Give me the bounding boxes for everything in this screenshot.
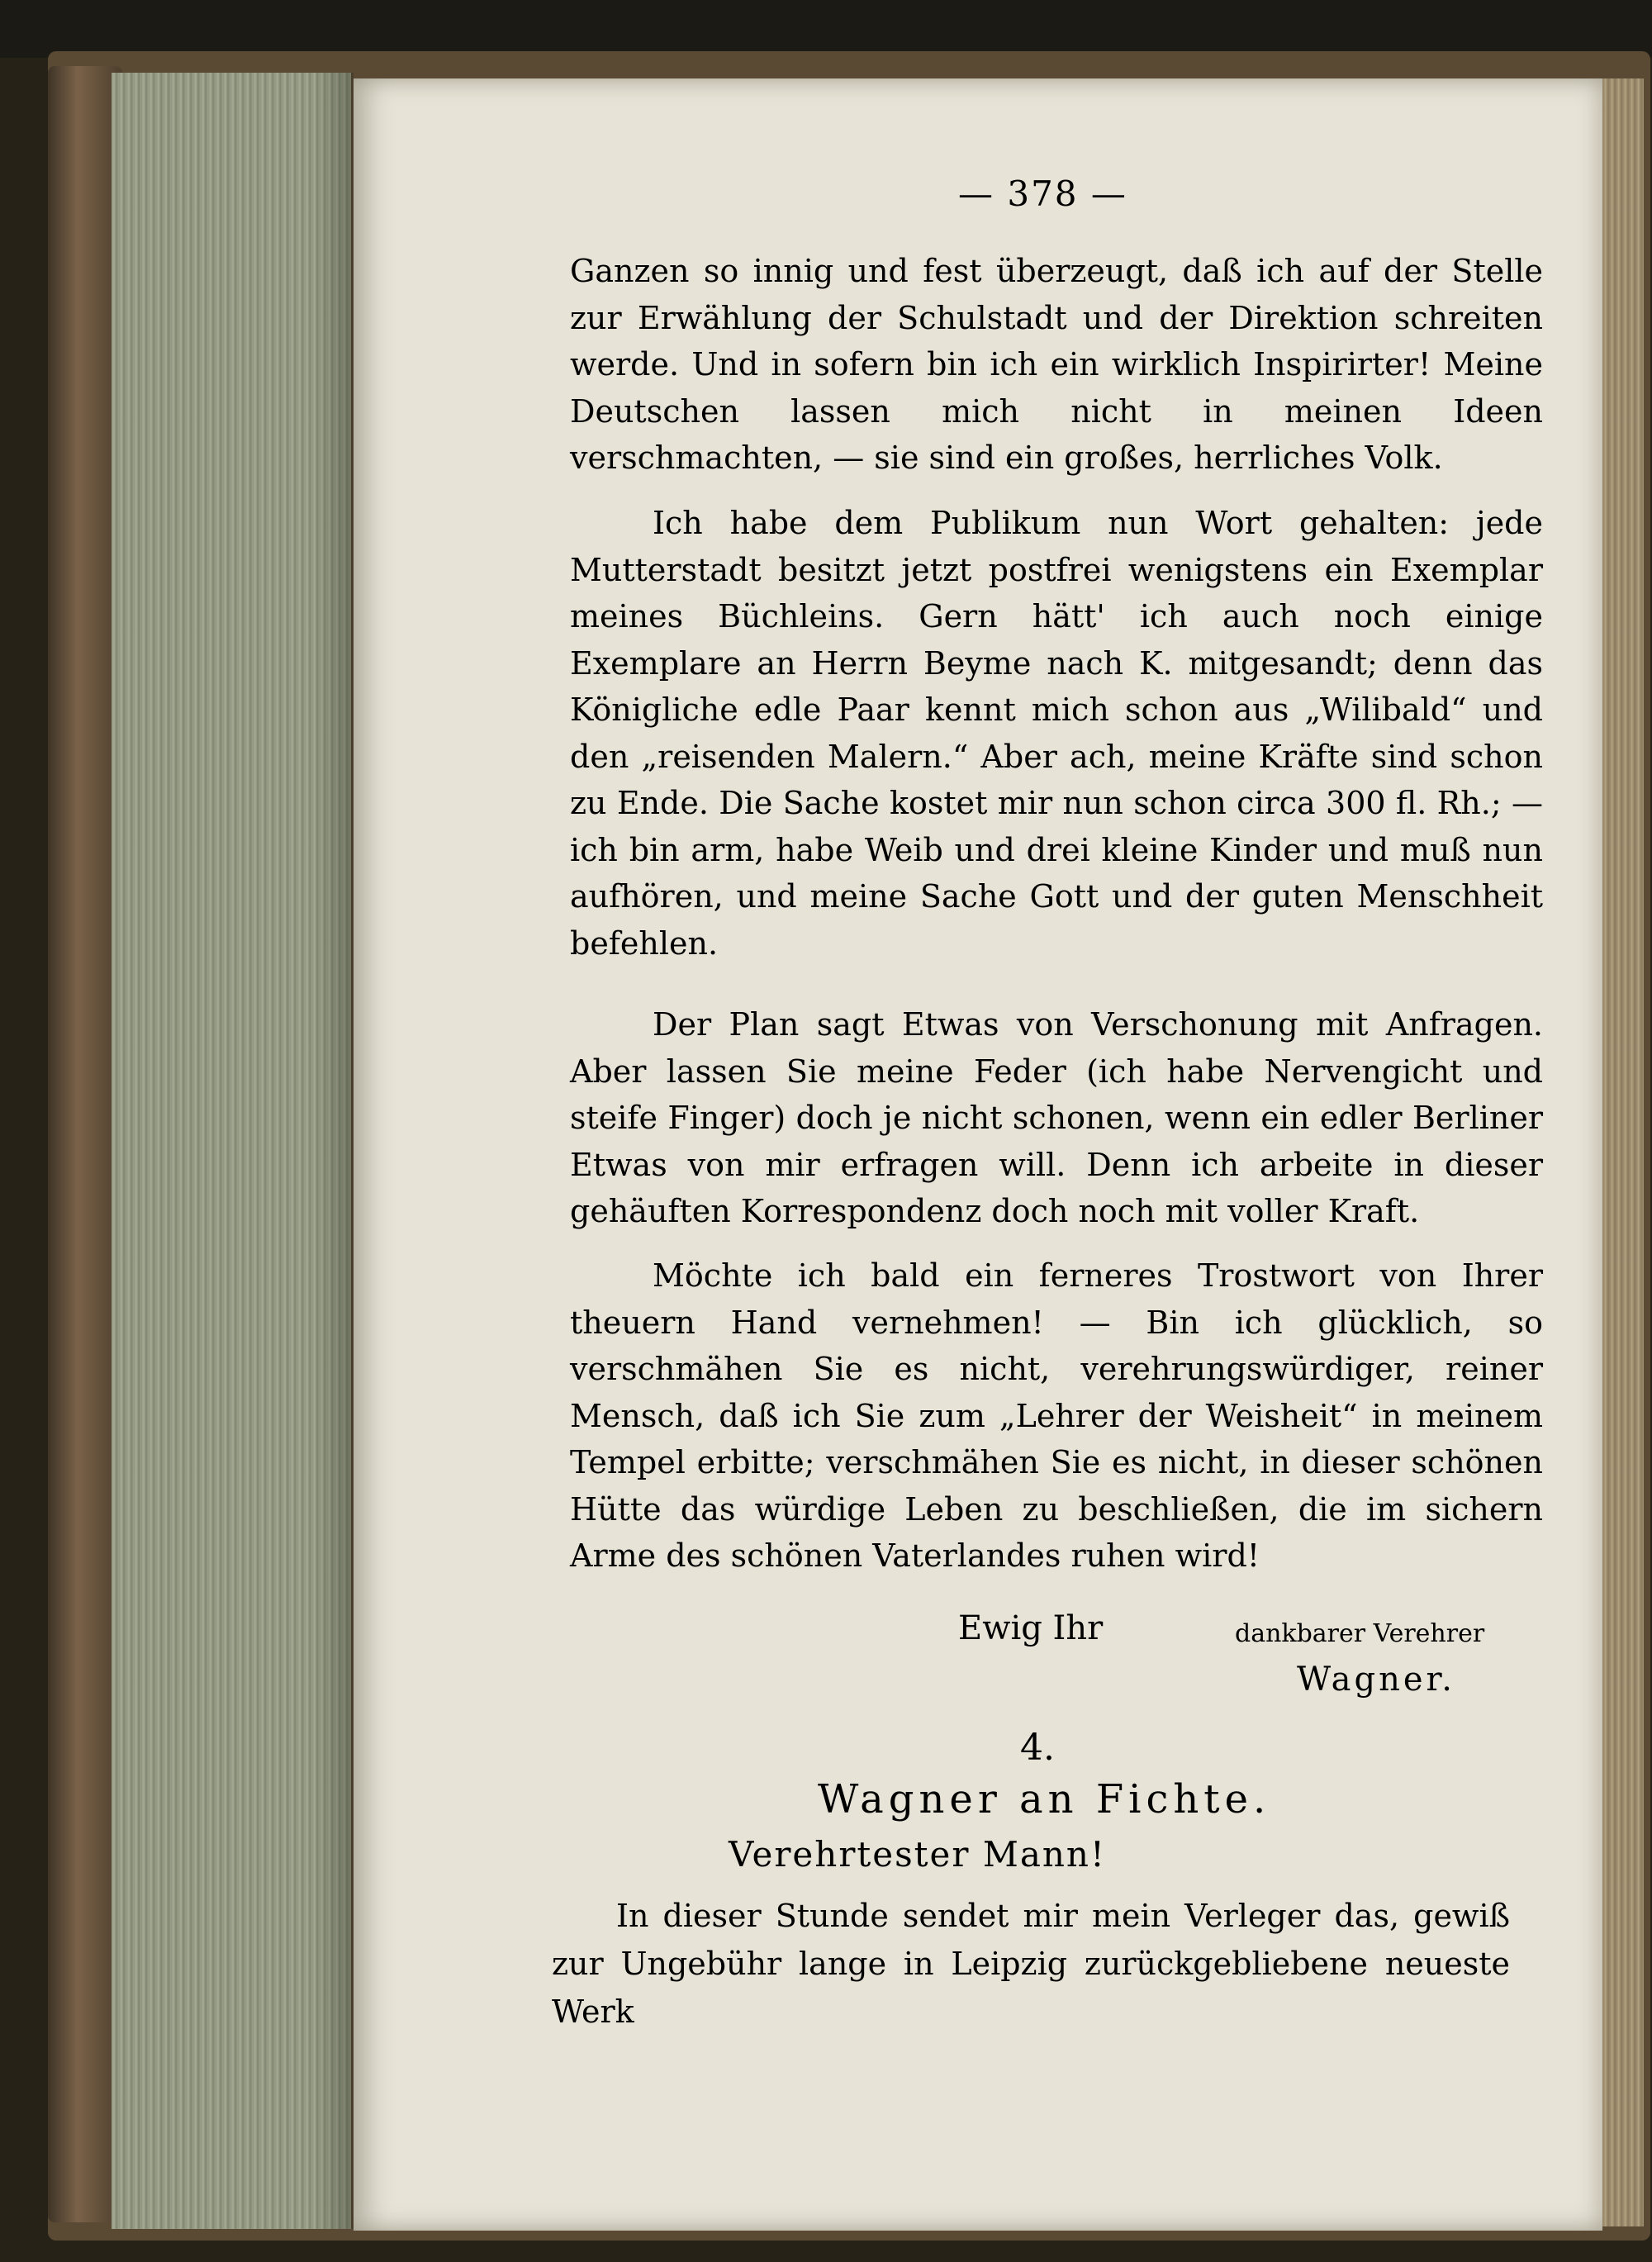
closing-title: dankbarer Verehrer xyxy=(1235,1619,1485,1648)
letter-salutation: Verehrtester Mann! xyxy=(729,1834,1106,1875)
paragraph-5: In dieser Stunde sendet mir mein Verleger das, gewiß zur Ungebühr lange in Leipzig zurückgebliebene neueste Werk xyxy=(552,1898,1510,2030)
background-top xyxy=(0,0,1652,58)
signature: Wagner. xyxy=(1297,1661,1455,1699)
page-number: — 378 — xyxy=(958,173,1127,214)
paragraph-1: Ganzen so innig und fest überzeugt, daß ich auf der Stelle zur Erwählung der Schulstadt und der Direktion schreiten werde. Und in sofern bin ich ein wirklich Inspirirter! Meine Deutschen lassen mich nicht in meinen Ideen verschmachten, — sie sind ein großes, herrliches Volk. xyxy=(570,253,1543,476)
closing-phrase: Ewig Ihr xyxy=(958,1609,1104,1647)
section-number: 4. xyxy=(1020,1727,1055,1769)
paragraph-3: Der Plan sagt Etwas von Verschonung mit Anfragen. Aber lassen Sie meine Feder (ich habe Nervengicht und steife Finger) doch je nicht schonen, wenn ein edler Berliner Etwas von mir erfragen will. Denn ich arbeite in dieser gehäuften Korrespondenz doch noch mit voller Kraft. xyxy=(570,1006,1543,1229)
page-gutter-shadow xyxy=(314,73,354,2229)
paragraph-4: Möchte ich bald ein ferneres Trostwort von Ihrer theuern Hand vernehmen! — Bin ich glücklich, so verschmähen Sie es nicht, verehrungswürdiger, reiner Mensch, daß ich Sie zum „Lehrer der Weisheit“ in meinem Tempel erbitte; verschmähen Sie es nicht, in dieser schönen Hütte das würdige Leben zu beschließen, die im sichern Arme des schönen Vaterlandes ruhen wird! xyxy=(570,1257,1543,1574)
page-stack-right xyxy=(1598,78,1644,2226)
paragraph-2: Ich habe dem Publikum nun Wort gehalten: jede Mutterstadt besitzt jetzt postfrei wenigstens ein Exemplar meines Büchleins. Gern hätt' ich auch noch einige Exemplare an Herrn Beyme nach K. mitgesandt; denn das Königliche edle Paar kennt mich schon aus „Wilibald“ und den „reisenden Malern.“ Aber ach, meine Kräfte sind schon zu Ende. Die Sache kostet mir nun schon circa 300 fl. Rh.; — ich bin arm, habe Weib und drei kleine Kinder und muß nun aufhören, und meine Sache Gott und der guten Menschheit befehlen. xyxy=(570,505,1543,962)
section-title: Wagner an Fichte. xyxy=(818,1776,1271,1822)
